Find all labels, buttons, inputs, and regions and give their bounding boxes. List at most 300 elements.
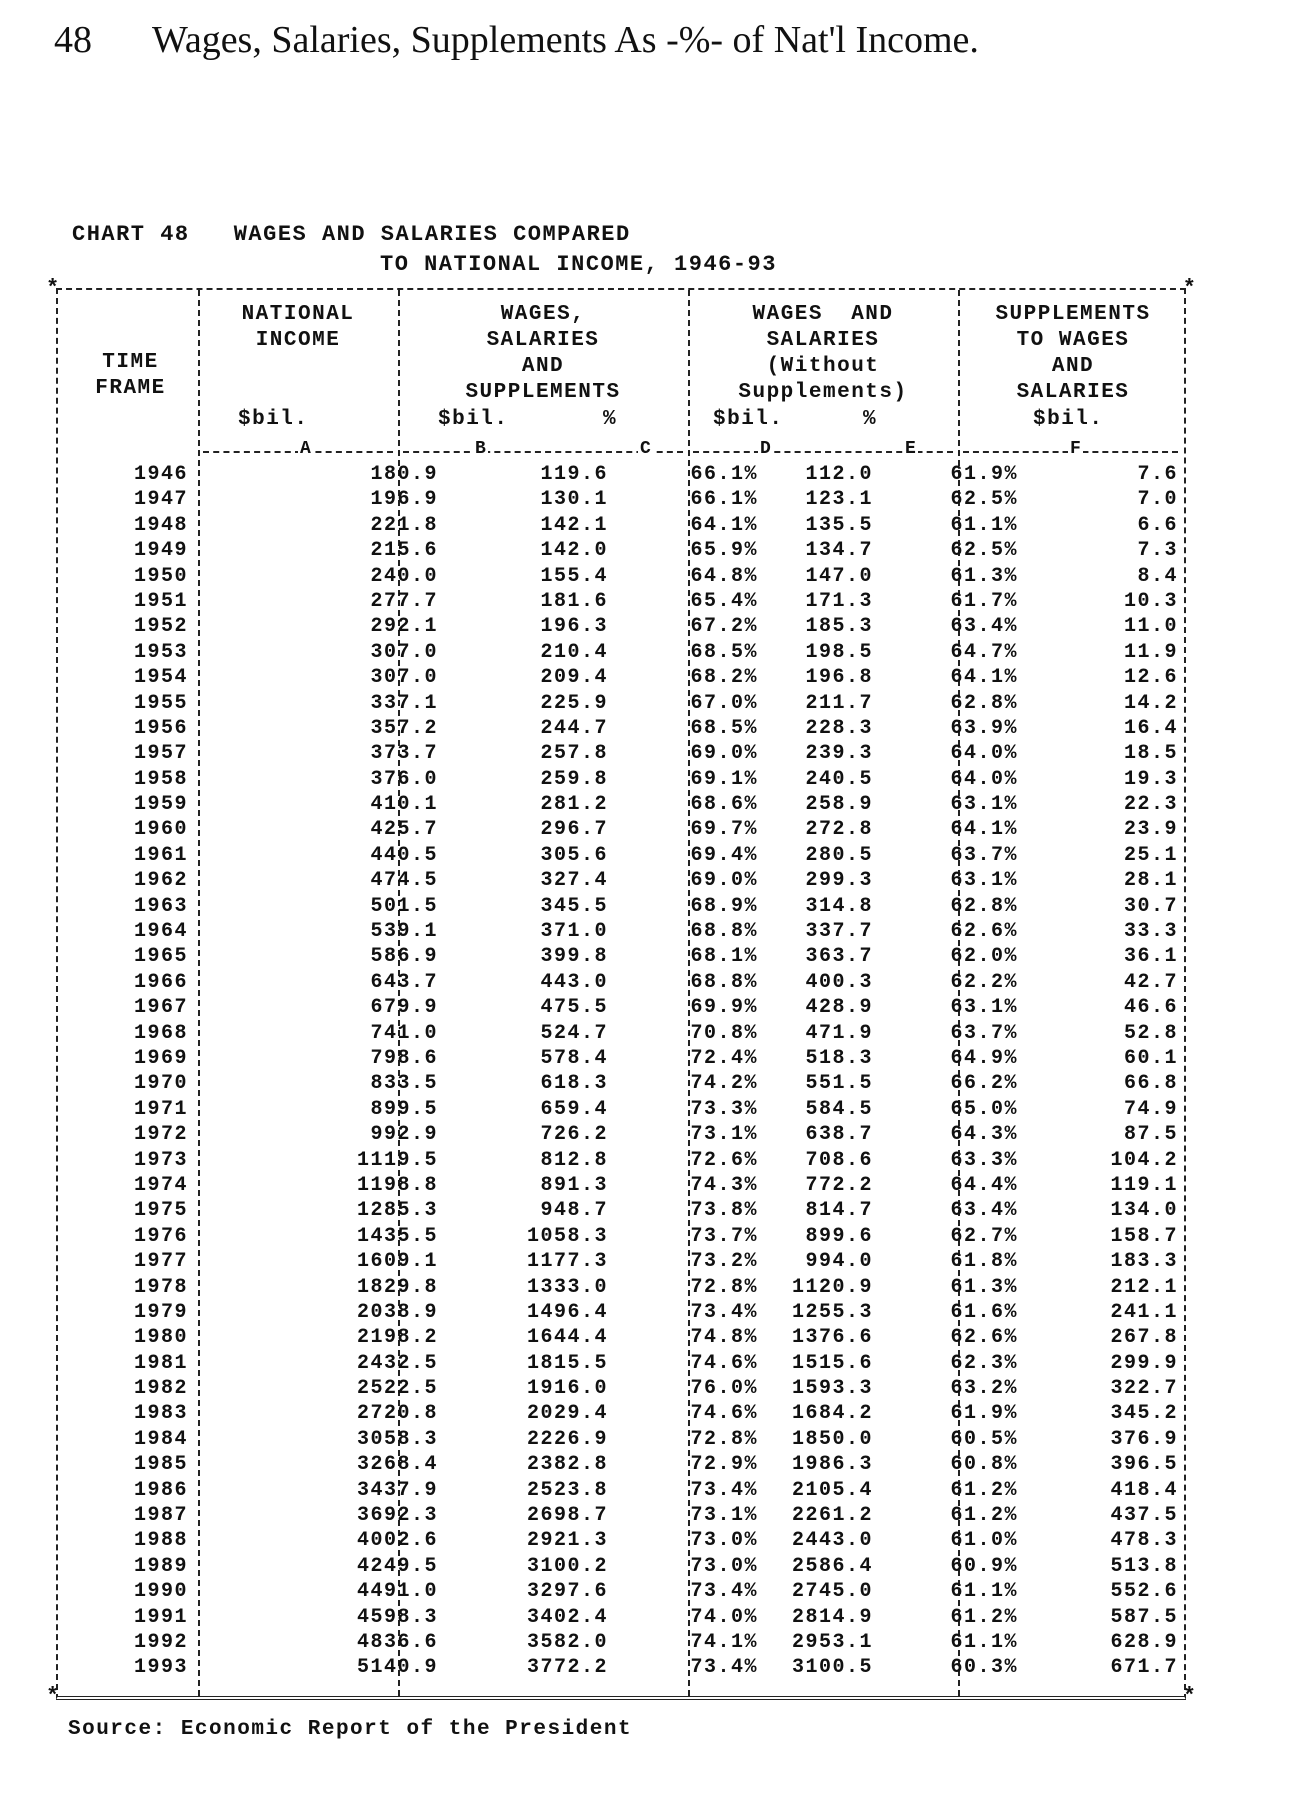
table-row xyxy=(58,767,1184,792)
wages-cell: 337.7 xyxy=(805,920,873,944)
wages-cell: 196.8 xyxy=(805,666,873,690)
year-cell: 1958 xyxy=(133,767,188,791)
supplements-cell: 7.3 xyxy=(1137,539,1178,563)
year-cell: 1972 xyxy=(133,1123,188,1147)
unit-e: % xyxy=(863,408,878,431)
wages-pct-cell: 62.8% xyxy=(950,691,1018,715)
wages-cell: 112.0 xyxy=(805,463,873,486)
table-row xyxy=(58,1630,1184,1655)
wages-supplements-pct-cell: 73.4% xyxy=(690,1656,758,1680)
wages-pct-cell: 62.6% xyxy=(950,1326,1018,1350)
wages-pct-cell: 61.3% xyxy=(950,564,1018,588)
national-income-cell: 1435.5 xyxy=(356,1224,438,1248)
national-income-cell: 4836.6 xyxy=(356,1630,438,1654)
wages-pct-cell: 61.1% xyxy=(950,1580,1018,1604)
wages-supplements-cell: 345.5 xyxy=(540,894,608,918)
supplements-cell: 10.3 xyxy=(1123,589,1178,613)
table-row xyxy=(58,1300,1184,1325)
year-cell: 1987 xyxy=(133,1504,188,1528)
national-income-cell: 798.6 xyxy=(370,1046,438,1070)
wages-supplements-pct-cell: 73.1% xyxy=(690,1504,758,1528)
wages-cell: 299.3 xyxy=(805,869,873,893)
national-income-cell: 4249.5 xyxy=(356,1554,438,1578)
supplements-cell: 418.4 xyxy=(1110,1478,1178,1502)
wages-pct-cell: 61.6% xyxy=(950,1300,1018,1324)
year-cell: 1989 xyxy=(133,1554,188,1578)
national-income-cell: 992.9 xyxy=(370,1123,438,1147)
year-cell: 1993 xyxy=(133,1656,188,1680)
wages-pct-cell: 63.7% xyxy=(950,1021,1018,1045)
wages-pct-cell: 64.1% xyxy=(950,818,1018,842)
supplements-cell: 587.5 xyxy=(1110,1605,1178,1629)
national-income-cell: 586.9 xyxy=(370,945,438,969)
column-letter-f: F xyxy=(1070,439,1081,459)
wages-supplements-pct-cell: 69.9% xyxy=(690,996,758,1020)
wages-cell: 994.0 xyxy=(805,1250,873,1274)
year-cell: 1971 xyxy=(133,1097,188,1121)
supplements-cell: 376.9 xyxy=(1110,1427,1178,1451)
national-income-cell: 3692.3 xyxy=(356,1504,438,1528)
national-income-cell: 180.9 xyxy=(370,463,438,486)
supplements-cell: 19.3 xyxy=(1123,767,1178,791)
year-cell: 1991 xyxy=(133,1605,188,1629)
supplements-cell: 30.7 xyxy=(1123,894,1178,918)
wages-supplements-pct-cell: 66.1% xyxy=(690,463,758,486)
wages-cell: 1515.6 xyxy=(791,1351,873,1375)
wages-supplements-cell: 475.5 xyxy=(540,996,608,1020)
wages-cell: 2443.0 xyxy=(791,1529,873,1553)
wages-supplements-cell: 225.9 xyxy=(540,691,608,715)
wages-cell: 708.6 xyxy=(805,1148,873,1172)
national-income-cell: 376.0 xyxy=(370,767,438,791)
wages-supplements-cell: 1058.3 xyxy=(526,1224,608,1248)
wages-supplements-pct-cell: 74.3% xyxy=(690,1173,758,1197)
year-cell: 1950 xyxy=(133,564,188,588)
year-cell: 1973 xyxy=(133,1148,188,1172)
wages-supplements-pct-cell: 74.6% xyxy=(690,1402,758,1426)
national-income-cell: 1609.1 xyxy=(356,1250,438,1274)
wages-supplements-pct-cell: 70.8% xyxy=(690,1021,758,1045)
wages-cell: 471.9 xyxy=(805,1021,873,1045)
wages-cell: 638.7 xyxy=(805,1123,873,1147)
national-income-cell: 277.7 xyxy=(370,589,438,613)
year-cell: 1967 xyxy=(133,996,188,1020)
wages-supplements-pct-cell: 72.8% xyxy=(690,1427,758,1451)
year-cell: 1985 xyxy=(133,1453,188,1477)
source-note: Source: Economic Report of the President xyxy=(68,1718,633,1741)
wages-pct-cell: 62.7% xyxy=(950,1224,1018,1248)
wages-cell: 400.3 xyxy=(805,970,873,994)
year-cell: 1968 xyxy=(133,1021,188,1045)
wages-pct-cell: 63.7% xyxy=(950,843,1018,867)
national-income-cell: 474.5 xyxy=(370,869,438,893)
wages-pct-cell: 66.2% xyxy=(950,1072,1018,1096)
year-cell: 1970 xyxy=(133,1072,188,1096)
wages-supplements-cell: 119.6 xyxy=(540,463,608,486)
wages-pct-cell: 61.9% xyxy=(950,1402,1018,1426)
year-cell: 1952 xyxy=(133,615,188,639)
national-income-cell: 679.9 xyxy=(370,996,438,1020)
year-cell: 1951 xyxy=(133,589,188,613)
wages-pct-cell: 63.1% xyxy=(950,996,1018,1020)
year-cell: 1979 xyxy=(133,1300,188,1324)
table-row xyxy=(58,1554,1184,1579)
supplements-cell: 60.1 xyxy=(1123,1046,1178,1070)
national-income-cell: 4002.6 xyxy=(356,1529,438,1553)
wages-supplements-pct-cell: 73.0% xyxy=(690,1529,758,1553)
year-cell: 1974 xyxy=(133,1173,188,1197)
header-national-income: NATIONAL INCOME xyxy=(241,303,355,352)
unit-d: $bil. xyxy=(713,408,784,431)
supplements-cell: 23.9 xyxy=(1123,818,1178,842)
table-row xyxy=(58,1376,1184,1401)
table-row xyxy=(58,1021,1184,1046)
wages-pct-cell: 63.3% xyxy=(950,1148,1018,1172)
corner-bottom-left: * xyxy=(46,1684,60,1709)
corner-top-left: * xyxy=(46,276,60,301)
year-cell: 1976 xyxy=(133,1224,188,1248)
wages-supplements-pct-cell: 73.0% xyxy=(690,1554,758,1578)
table-row xyxy=(58,1224,1184,1249)
wages-supplements-cell: 1333.0 xyxy=(526,1275,608,1299)
national-income-cell: 440.5 xyxy=(370,843,438,867)
national-income-cell: 2522.5 xyxy=(356,1377,438,1401)
supplements-cell: 33.3 xyxy=(1123,920,1178,944)
supplements-cell: 134.0 xyxy=(1110,1199,1178,1223)
supplements-cell: 25.1 xyxy=(1123,843,1178,867)
wages-pct-cell: 62.8% xyxy=(950,894,1018,918)
supplements-cell: 119.1 xyxy=(1110,1173,1178,1197)
wages-pct-cell: 61.3% xyxy=(950,1275,1018,1299)
wages-supplements-cell: 1644.4 xyxy=(526,1326,608,1350)
wages-cell: 1120.9 xyxy=(791,1275,873,1299)
wages-pct-cell: 64.9% xyxy=(950,1046,1018,1070)
year-cell: 1965 xyxy=(133,945,188,969)
supplements-cell: 52.8 xyxy=(1123,1021,1178,1045)
wages-supplements-pct-cell: 68.8% xyxy=(690,920,758,944)
wages-supplements-pct-cell: 69.0% xyxy=(690,742,758,766)
national-income-cell: 410.1 xyxy=(370,793,438,817)
wages-supplements-cell: 2523.8 xyxy=(526,1478,608,1502)
national-income-cell: 307.0 xyxy=(370,666,438,690)
wages-pct-cell: 62.6% xyxy=(950,920,1018,944)
wages-supplements-pct-cell: 73.4% xyxy=(690,1580,758,1604)
supplements-cell: 478.3 xyxy=(1110,1529,1178,1553)
wages-pct-cell: 64.3% xyxy=(950,1123,1018,1147)
wages-cell: 1376.6 xyxy=(791,1326,873,1350)
wages-pct-cell: 61.9% xyxy=(950,463,1018,486)
national-income-cell: 196.9 xyxy=(370,488,438,512)
supplements-cell: 36.1 xyxy=(1123,945,1178,969)
supplements-cell: 7.0 xyxy=(1137,488,1178,512)
wages-cell: 240.5 xyxy=(805,767,873,791)
wages-supplements-pct-cell: 68.5% xyxy=(690,640,758,664)
national-income-cell: 215.6 xyxy=(370,539,438,563)
wages-supplements-cell: 296.7 xyxy=(540,818,608,842)
column-letter-b: B xyxy=(475,439,486,459)
year-cell: 1954 xyxy=(133,666,188,690)
wages-pct-cell: 60.3% xyxy=(950,1656,1018,1680)
chart-title-line1: WAGES AND SALARIES COMPARED xyxy=(233,222,631,247)
wages-supplements-pct-cell: 73.8% xyxy=(690,1199,758,1223)
unit-f: $bil. xyxy=(1033,408,1104,431)
wages-pct-cell: 62.0% xyxy=(950,945,1018,969)
wages-supplements-pct-cell: 73.4% xyxy=(690,1478,758,1502)
wages-pct-cell: 61.8% xyxy=(950,1250,1018,1274)
wages-supplements-pct-cell: 69.0% xyxy=(690,869,758,893)
table-row xyxy=(58,716,1184,741)
supplements-cell: 396.5 xyxy=(1110,1453,1178,1477)
wages-pct-cell: 61.1% xyxy=(950,513,1018,537)
supplements-cell: 241.1 xyxy=(1110,1300,1178,1324)
table-body xyxy=(58,462,1184,1681)
wages-supplements-cell: 155.4 xyxy=(540,564,608,588)
wages-supplements-cell: 1916.0 xyxy=(526,1377,608,1401)
wages-supplements-cell: 726.2 xyxy=(540,1123,608,1147)
wages-cell: 814.7 xyxy=(805,1199,873,1223)
wages-cell: 123.1 xyxy=(805,488,873,512)
table-row xyxy=(58,843,1184,868)
unit-b: $bil. xyxy=(438,408,509,431)
wages-supplements-cell: 257.8 xyxy=(540,742,608,766)
table-row xyxy=(58,1579,1184,1604)
chart-number: CHART 48 xyxy=(72,222,190,247)
wages-cell: 1986.3 xyxy=(791,1453,873,1477)
supplements-cell: 8.4 xyxy=(1137,564,1178,588)
wages-supplements-cell: 3297.6 xyxy=(526,1580,608,1604)
national-income-cell: 373.7 xyxy=(370,742,438,766)
wages-supplements-pct-cell: 73.2% xyxy=(690,1250,758,1274)
wages-supplements-pct-cell: 72.9% xyxy=(690,1453,758,1477)
page-title xyxy=(54,18,979,62)
supplements-cell: 28.1 xyxy=(1123,869,1178,893)
wages-cell: 899.6 xyxy=(805,1224,873,1248)
national-income-cell: 221.8 xyxy=(370,513,438,537)
wages-cell: 551.5 xyxy=(805,1072,873,1096)
table-row xyxy=(58,1478,1184,1503)
wages-supplements-pct-cell: 68.8% xyxy=(690,970,758,994)
national-income-cell: 3268.4 xyxy=(356,1453,438,1477)
wages-cell: 2105.4 xyxy=(791,1478,873,1502)
chart-label xyxy=(72,222,631,247)
national-income-cell: 292.1 xyxy=(370,615,438,639)
wages-supplements-cell: 948.7 xyxy=(540,1199,608,1223)
year-cell: 1982 xyxy=(133,1377,188,1401)
table-row xyxy=(58,741,1184,766)
wages-supplements-cell: 618.3 xyxy=(540,1072,608,1096)
supplements-cell: 66.8 xyxy=(1123,1072,1178,1096)
wages-pct-cell: 62.2% xyxy=(950,970,1018,994)
wages-supplements-cell: 3772.2 xyxy=(526,1656,608,1680)
table-row xyxy=(58,970,1184,995)
wages-supplements-cell: 3402.4 xyxy=(526,1605,608,1629)
national-income-cell: 4491.0 xyxy=(356,1580,438,1604)
header-wages-supplements: WAGES, SALARIES AND SUPPLEMENTS xyxy=(465,303,621,404)
wages-supplements-cell: 305.6 xyxy=(540,843,608,867)
wages-cell: 3100.5 xyxy=(791,1656,873,1680)
year-cell: 1956 xyxy=(133,716,188,740)
wages-supplements-pct-cell: 68.5% xyxy=(690,716,758,740)
year-cell: 1959 xyxy=(133,793,188,817)
wages-pct-cell: 63.4% xyxy=(950,1199,1018,1223)
wages-pct-cell: 62.3% xyxy=(950,1351,1018,1375)
page-heading: Wages, Salaries, Supplements As -%- of Nat'l Income. xyxy=(152,19,979,61)
wages-supplements-pct-cell: 68.9% xyxy=(690,894,758,918)
column-letter-d: D xyxy=(760,439,771,459)
table-row xyxy=(58,1427,1184,1452)
supplements-cell: 6.6 xyxy=(1137,513,1178,537)
wages-supplements-cell: 327.4 xyxy=(540,869,608,893)
wages-supplements-cell: 2921.3 xyxy=(526,1529,608,1553)
wages-supplements-cell: 659.4 xyxy=(540,1097,608,1121)
national-income-cell: 5140.9 xyxy=(356,1656,438,1680)
wages-supplements-pct-cell: 76.0% xyxy=(690,1377,758,1401)
wages-cell: 198.5 xyxy=(805,640,873,664)
supplements-cell: 46.6 xyxy=(1123,996,1178,1020)
year-cell: 1978 xyxy=(133,1275,188,1299)
year-cell: 1980 xyxy=(133,1326,188,1350)
wages-cell: 518.3 xyxy=(805,1046,873,1070)
table-row xyxy=(58,487,1184,512)
year-cell: 1947 xyxy=(133,488,188,512)
supplements-cell: 183.3 xyxy=(1110,1250,1178,1274)
table-row xyxy=(58,995,1184,1020)
wages-supplements-cell: 3582.0 xyxy=(526,1630,608,1654)
wages-supplements-cell: 578.4 xyxy=(540,1046,608,1070)
wages-cell: 2814.9 xyxy=(791,1605,873,1629)
supplements-cell: 267.8 xyxy=(1110,1326,1178,1350)
wages-supplements-cell: 2226.9 xyxy=(526,1427,608,1451)
wages-cell: 2953.1 xyxy=(791,1630,873,1654)
wages-supplements-pct-cell: 74.2% xyxy=(690,1072,758,1096)
year-cell: 1992 xyxy=(133,1630,188,1654)
table-row xyxy=(58,1325,1184,1350)
column-letter-row xyxy=(58,441,1184,461)
table-row xyxy=(58,919,1184,944)
wages-supplements-pct-cell: 64.8% xyxy=(690,564,758,588)
wages-pct-cell: 60.5% xyxy=(950,1427,1018,1451)
year-cell: 1961 xyxy=(133,843,188,867)
wages-cell: 272.8 xyxy=(805,818,873,842)
wages-supplements-pct-cell: 67.0% xyxy=(690,691,758,715)
year-cell: 1984 xyxy=(133,1427,188,1451)
wages-supplements-cell: 196.3 xyxy=(540,615,608,639)
year-cell: 1977 xyxy=(133,1250,188,1274)
wages-pct-cell: 61.7% xyxy=(950,589,1018,613)
wages-supplements-pct-cell: 72.6% xyxy=(690,1148,758,1172)
wages-supplements-pct-cell: 69.7% xyxy=(690,818,758,842)
wages-supplements-pct-cell: 72.8% xyxy=(690,1275,758,1299)
wages-supplements-cell: 210.4 xyxy=(540,640,608,664)
supplements-cell: 552.6 xyxy=(1110,1580,1178,1604)
year-cell: 1975 xyxy=(133,1199,188,1223)
wages-supplements-cell: 130.1 xyxy=(540,488,608,512)
national-income-cell: 1119.5 xyxy=(356,1148,438,1172)
wages-pct-cell: 64.4% xyxy=(950,1173,1018,1197)
national-income-cell: 4598.3 xyxy=(356,1605,438,1629)
table-row xyxy=(58,792,1184,817)
wages-supplements-cell: 443.0 xyxy=(540,970,608,994)
national-income-cell: 2198.2 xyxy=(356,1326,438,1350)
year-cell: 1962 xyxy=(133,869,188,893)
year-cell: 1990 xyxy=(133,1580,188,1604)
table-row xyxy=(58,1655,1184,1680)
wages-supplements-pct-cell: 67.2% xyxy=(690,615,758,639)
column-letter-a: A xyxy=(300,439,311,459)
wages-cell: 1684.2 xyxy=(791,1402,873,1426)
national-income-cell: 307.0 xyxy=(370,640,438,664)
table-row xyxy=(58,1097,1184,1122)
wages-cell: 428.9 xyxy=(805,996,873,1020)
wages-pct-cell: 63.9% xyxy=(950,716,1018,740)
header-time-frame: TIME FRAME xyxy=(95,351,166,400)
table-row xyxy=(58,944,1184,969)
wages-cell: 314.8 xyxy=(805,894,873,918)
page-number: 48 xyxy=(54,19,92,61)
wages-supplements-cell: 209.4 xyxy=(540,666,608,690)
table-row xyxy=(58,589,1184,614)
wages-pct-cell: 61.1% xyxy=(950,1630,1018,1654)
wages-supplements-pct-cell: 68.1% xyxy=(690,945,758,969)
year-cell: 1966 xyxy=(133,970,188,994)
wages-cell: 147.0 xyxy=(805,564,873,588)
wages-cell: 171.3 xyxy=(805,589,873,613)
wages-pct-cell: 64.7% xyxy=(950,640,1018,664)
wages-supplements-cell: 399.8 xyxy=(540,945,608,969)
table-row xyxy=(58,868,1184,893)
national-income-cell: 833.5 xyxy=(370,1072,438,1096)
wages-pct-cell: 65.0% xyxy=(950,1097,1018,1121)
wages-supplements-cell: 524.7 xyxy=(540,1021,608,1045)
wages-cell: 185.3 xyxy=(805,615,873,639)
wages-pct-cell: 61.0% xyxy=(950,1529,1018,1553)
supplements-cell: 104.2 xyxy=(1110,1148,1178,1172)
year-cell: 1960 xyxy=(133,818,188,842)
wages-supplements-pct-cell: 68.6% xyxy=(690,793,758,817)
national-income-cell: 240.0 xyxy=(370,564,438,588)
table-row xyxy=(58,614,1184,639)
wages-supplements-cell: 2029.4 xyxy=(526,1402,608,1426)
supplements-cell: 158.7 xyxy=(1110,1224,1178,1248)
column-letter-e: E xyxy=(905,439,916,459)
supplements-cell: 87.5 xyxy=(1123,1123,1178,1147)
wages-pct-cell: 61.2% xyxy=(950,1605,1018,1629)
wages-cell: 363.7 xyxy=(805,945,873,969)
national-income-cell: 741.0 xyxy=(370,1021,438,1045)
wages-pct-cell: 62.5% xyxy=(950,488,1018,512)
supplements-cell: 18.5 xyxy=(1123,742,1178,766)
data-table xyxy=(46,276,1196,1709)
wages-cell: 280.5 xyxy=(805,843,873,867)
column-letter-c: C xyxy=(640,439,651,459)
supplements-cell: 322.7 xyxy=(1110,1377,1178,1401)
wages-cell: 239.3 xyxy=(805,742,873,766)
wages-supplements-cell: 2382.8 xyxy=(526,1453,608,1477)
supplements-cell: 16.4 xyxy=(1123,716,1178,740)
wages-supplements-cell: 891.3 xyxy=(540,1173,608,1197)
supplements-cell: 22.3 xyxy=(1123,793,1178,817)
wages-cell: 211.7 xyxy=(805,691,873,715)
table-row xyxy=(58,1452,1184,1477)
national-income-cell: 337.1 xyxy=(370,691,438,715)
year-cell: 1948 xyxy=(133,513,188,537)
wages-supplements-pct-cell: 66.1% xyxy=(690,488,758,512)
table-row xyxy=(58,1503,1184,1528)
wages-pct-cell: 60.9% xyxy=(950,1554,1018,1578)
wages-supplements-pct-cell: 74.8% xyxy=(690,1326,758,1350)
table-row xyxy=(58,1173,1184,1198)
table-row xyxy=(58,1122,1184,1147)
